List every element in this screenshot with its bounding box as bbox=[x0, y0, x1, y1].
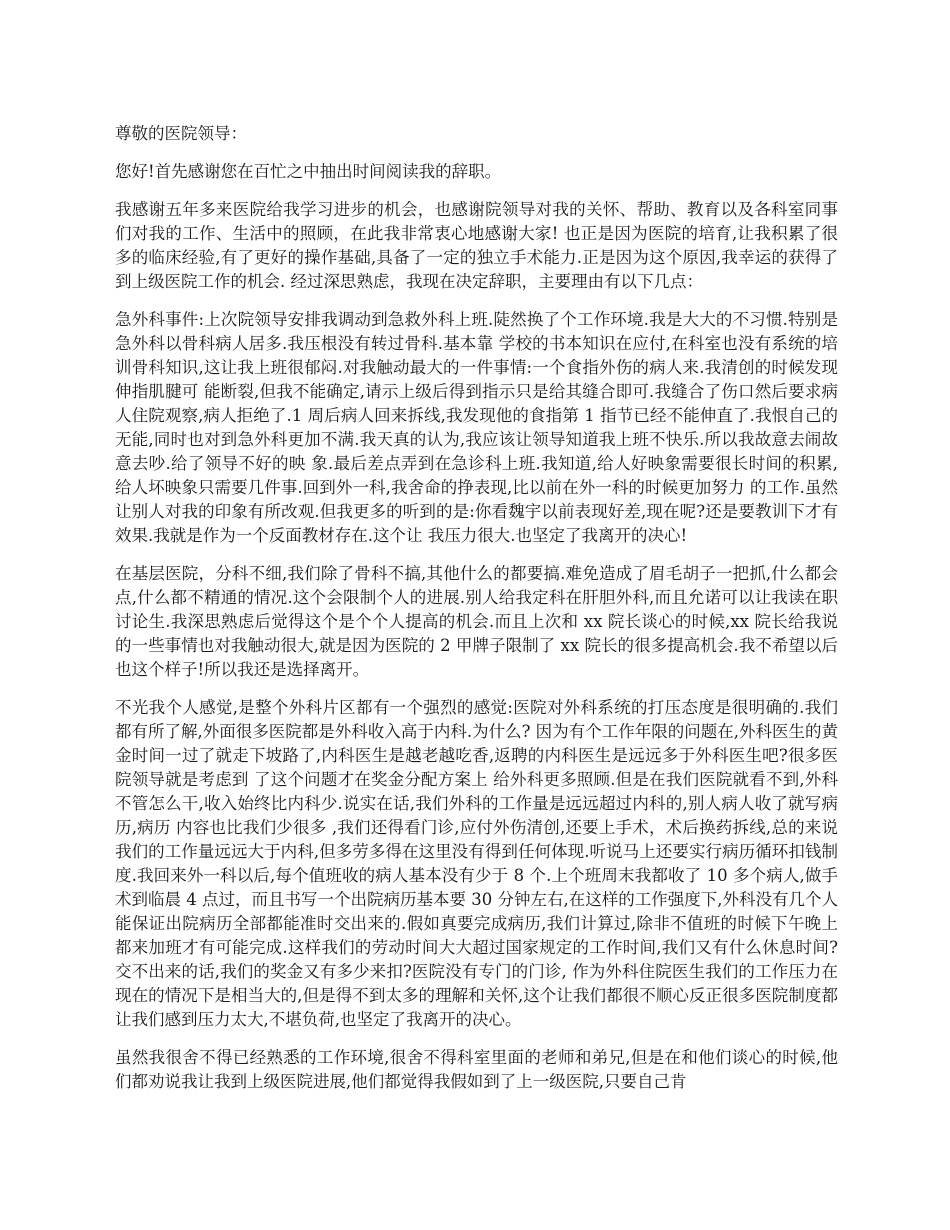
paragraph-farewell: 虽然我很舍不得已经熟悉的工作环境,很舍不得科室里面的老师和弟兄,但是在和他们谈心的时候,他们都劝说我让我到上级医院进展,他们都觉得我假如到了上一级医院,只要自己肯 bbox=[115, 1048, 838, 1091]
salutation: 尊敬的医院领导： bbox=[115, 124, 247, 143]
paragraph-emergency-surgery: 急外科事件:上次院领导安排我调动到急救外科上班.陡然换了个工作环境.我是大大的不习惯.特别是急外科以骨科病人居多.我压根没有转过骨科.基本靠 学校的书本知识在应付,在科室也没有系统的培训骨科知识,这让我上班很郁闷.对我触动最大的一件事情:一个食指外伤的病人来.我清创的时候发现伸指肌腱可 能断裂,但我不能确定,请示上级后得到指示只是给其缝合即可.我缝合了伤口然后要求病人住院观察,病人拒绝了.1 周后病人回来拆线,我发现他的食指第 1 指节已经不能伸直了.我恨自己的无能,同时也对到急外科更加不满.我天真的认为,我应该让领导知道我上班不快乐.所以我故意去闹故意去吵.给了领导不好的映 象.最后差点弄到在急诊科上班.我知道,给人好映象需要很长时间的积累,给人坏映象只需要几件事.回到外一科,我舍命的挣表现,比以前在外一科的时候更加努力 的工作.虽然让别人对我的印象有所改观.但我更多的听到的是:你看魏宇以前表现好差,现在呢?还是要教训下才有效果.我就是作为一个反面教材存在.这个让 我压力很大.也坚定了我离开的决心! bbox=[115, 310, 838, 545]
paragraph-greeting: 您好!首先感谢您在百忙之中抽出时间阅读我的辞职。 bbox=[115, 162, 502, 181]
resignation-letter bbox=[115, 122, 838, 1108]
paragraph-thanks: 我感谢五年多来医院给我学习进步的机会，也感谢院领导对我的关怀、帮助、教育以及各科室同事们对我的工作、生活中的照顾，在此我非常衷心地感谢大家! 也正是因为医院的培育,让我积累了很多的临床经验,有了更好的操作基础,具备了一定的独立手术能力.正是因为这个原因,我幸运的获得了到上级医院工作的机会. 经过深思熟虑，我现在决定辞职，主要理由有以下几点： bbox=[115, 200, 838, 291]
paragraph-career-development: 在基层医院，分科不细,我们除了骨科不搞,其他什么的都要搞.难免造成了眉毛胡子一把抓,什么都会点,什么都不精通的情况.这个会限制个人的进展.别人给我定科在肝胆外科,而且允诺可以让我读在职讨论生.我深思熟虑后觉得这个是个个人提高的机会.而且上次和 xx 院长谈心的时候,xx 院长给我说的一些事情也对我触动很大,就是因为医院的 2 甲牌子限制了 xx 院长的很多提高机会.我不希望以后也这个样子!所以我还是选择离开。 bbox=[115, 564, 838, 679]
paragraph-workload: 不光我个人感觉,是整个外科片区都有一个强烈的感觉:医院对外科系统的打压态度是很明确的.我们都有所了解,外面很多医院都是外科收入高于内科.为什么? 因为有个工作年限的问题在,外科医生的黄金时间一过了就走下坡路了,内科医生是越老越吃香,返聘的内科医生是远远多于外科医生吧?很多医院领导就是考虑到 了这个问题才在奖金分配方案上 给外科更多照顾.但是在我们医院就看不到,外科不管怎么干,收入始终比内科少.说实在话,我们外科的工作量是远远超过内科的,别人病人收了就写病历,病历 内容也比我们少很多 ,我们还得看门诊,应付外伤清创,还要上手术，术后换药拆线,总的来说我们的工作量远远大于内科,但多劳多得在这里没有得到任何体现.听说马上还要实行病历循环扣钱制度.我回来外一科以后,每个值班收的病人基本没有少于 8 个.上个班周末我都收了 10 多个病人,做手术到临晨 4 点过，而且书写一个出院病历基本要 30 分钟左右,在这样的工作强度下,外科没有几个人能保证出院病历全部都能准时交出来的.假如真要完成病历,我们计算过,除非不值班的时候下午晚上都来加班才有可能完成.这样我们的劳动时间大大超过国家规定的工作时间,我们又有什么休息时间?交不出来的话,我们的奖金又有多少来扣?医院没有专门的门诊, 作为外科住院医生我们的工作压力在现在的情况下是相当大的,但是得不到太多的理解和关怀,这个让我们都很不顺心反正很多医院制度都让我们感到压力太大,不堪负荷,也坚定了我离开的决心。 bbox=[115, 698, 838, 1029]
